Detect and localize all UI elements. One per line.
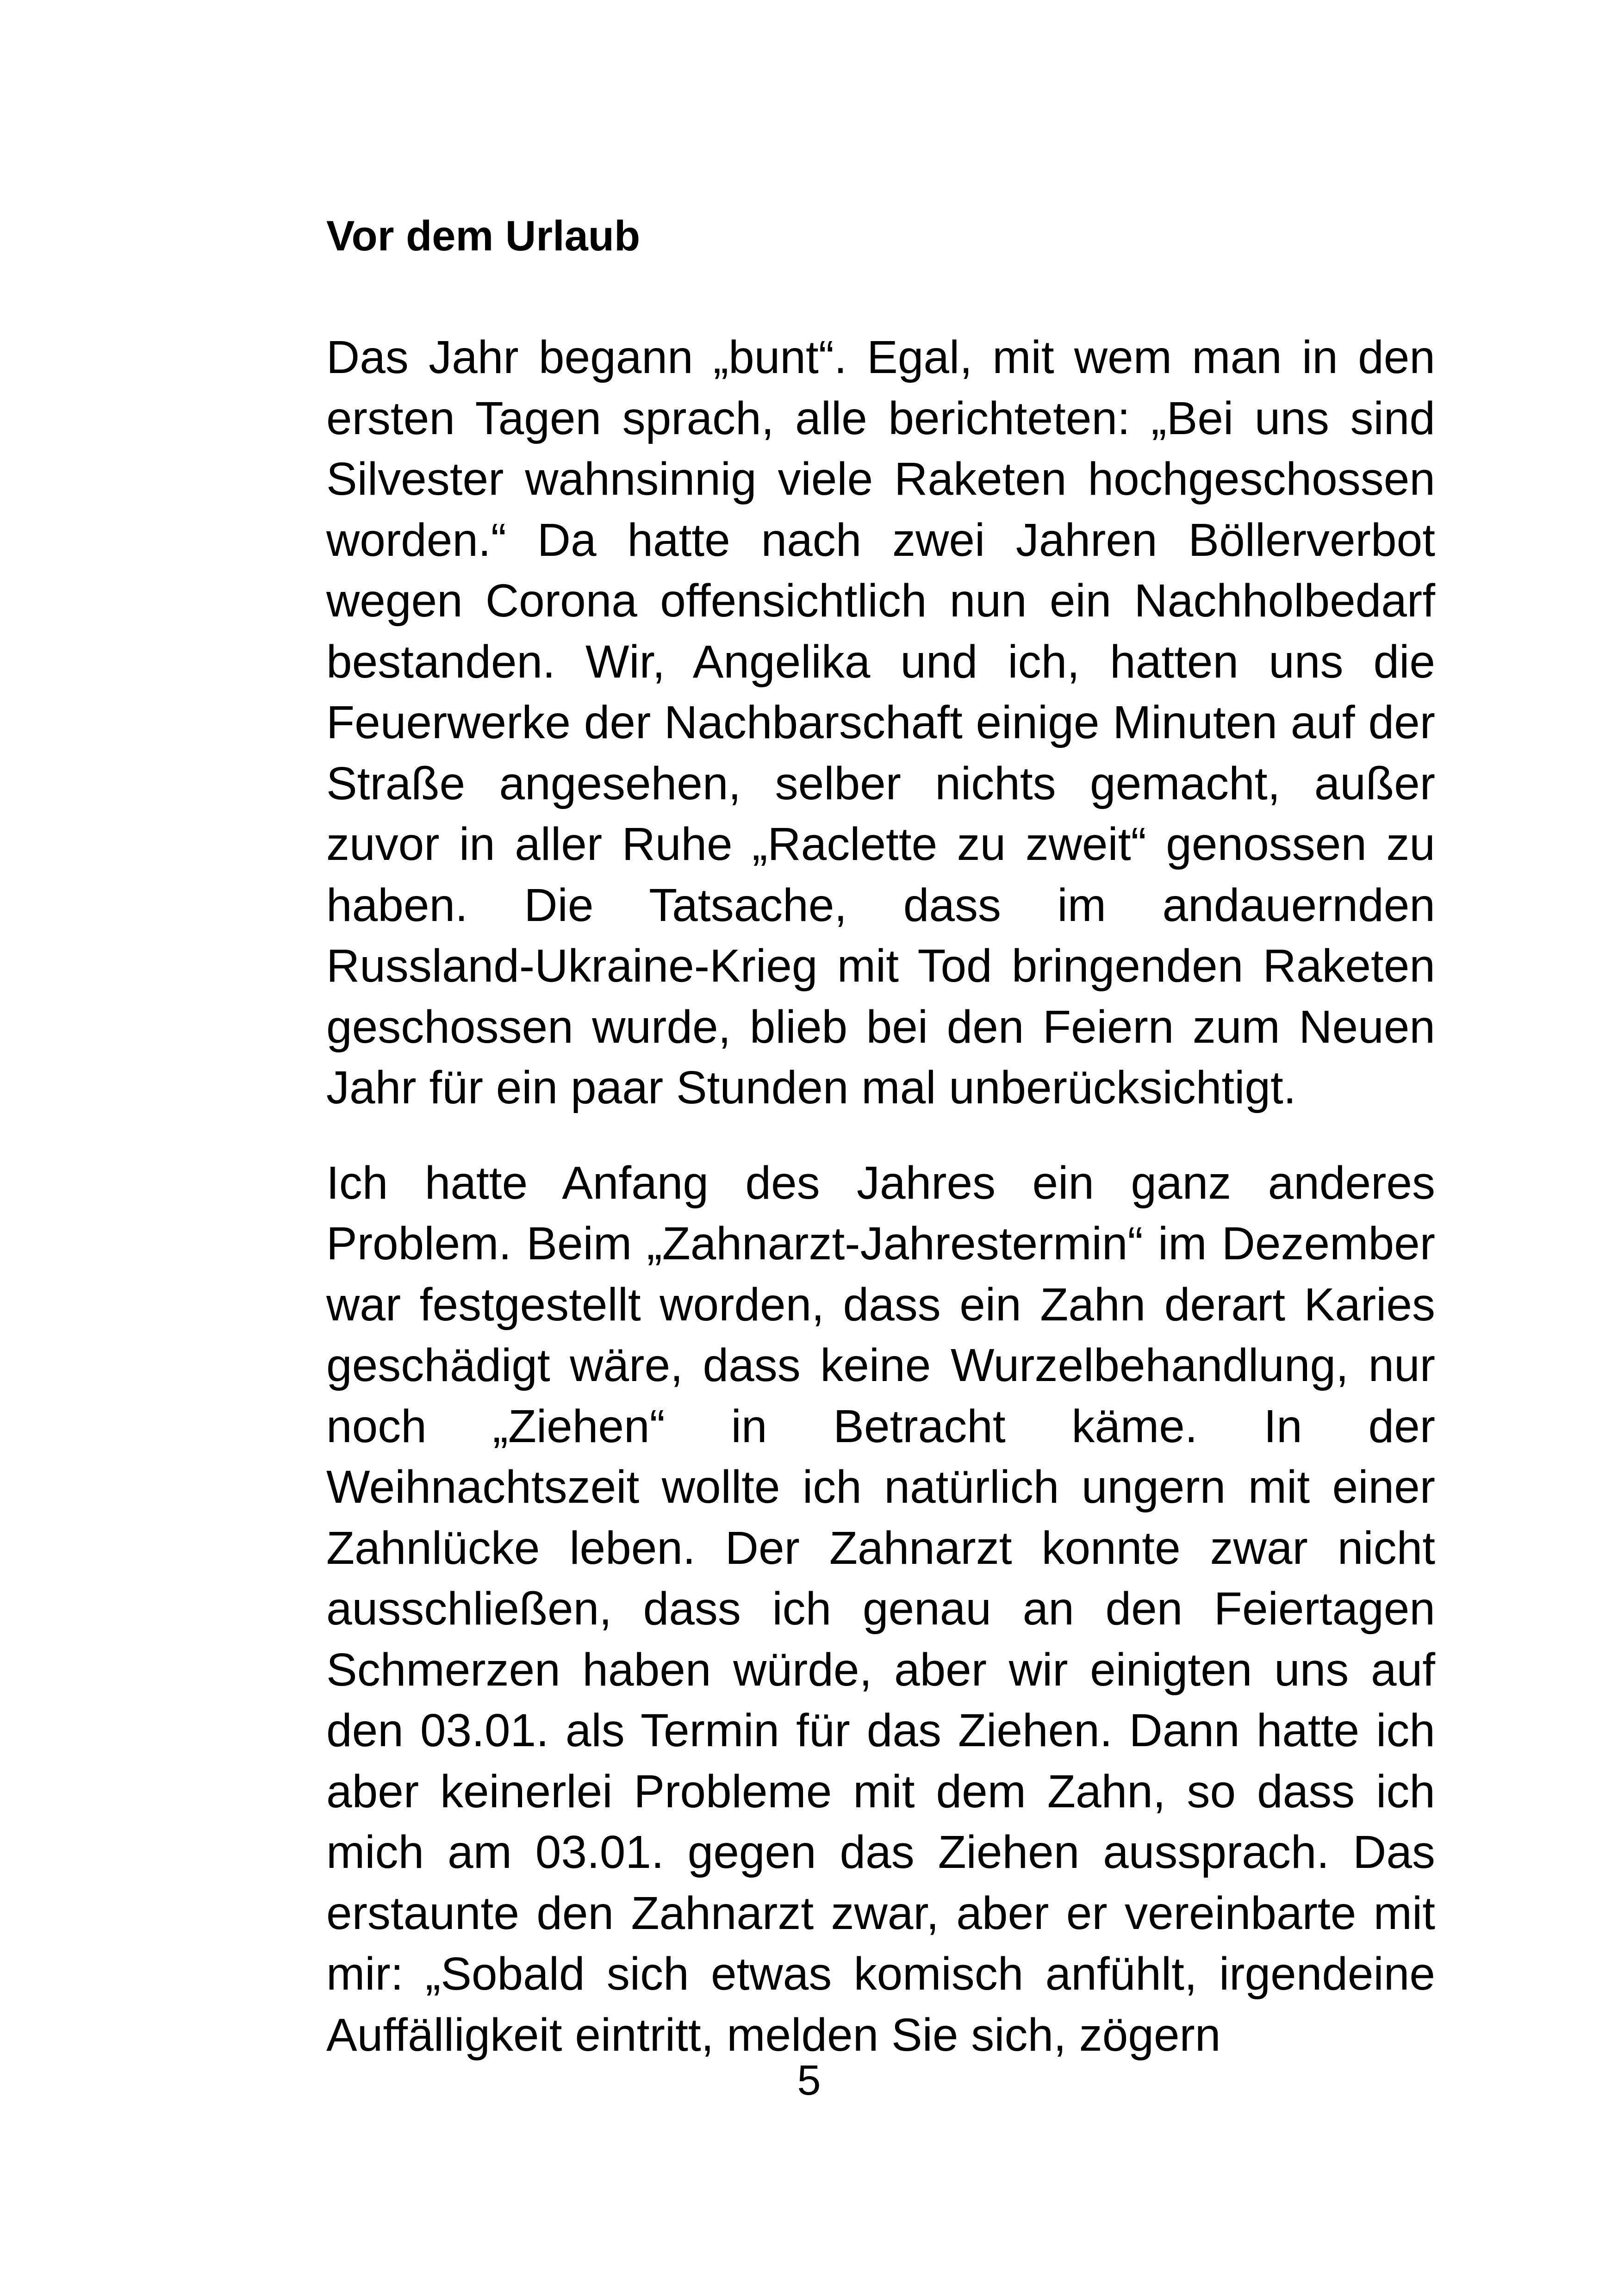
paragraph-1: Das Jahr begann „bunt“. Egal, mit wem man in den ersten Tagen sprach, alle berichteten: „Bei uns sind Silvester wahnsinnig viele Raketen hochgeschossen worden.“ Da hatte nach zwei Jahren Böllerverbot wegen Corona offensichtlich nun ein Nachholbedarf bestanden. Wir, Angelika und ich, hatten uns die Feuerwerke der Nachbarschaft einige Minuten auf der Straße angesehen, selber nichts gemacht, außer zuvor in aller Ruhe „Raclette zu zweit“ genossen zu haben. Die Tatsache, dass im andauernden Russland-Ukraine-Krieg mit Tod bringenden Raketen geschossen wurde, blieb bei den Feiern zum Neuen Jahr für ein paar Stunden mal unberücksichtigt. <box>326 331 1435 1114</box>
text-block <box>326 211 1435 2066</box>
page-number: 5 <box>797 2057 821 2104</box>
chapter-heading: Vor dem Urlaub <box>326 212 641 260</box>
paragraph-2: Ich hatte Anfang des Jahres ein ganz anderes Problem. Beim „Zahnarzt-Jahrestermin“ im Dezember war festgestellt worden, dass ein Zahn derart Karies geschädigt wäre, dass keine Wurzelbehandlung, nur noch „Ziehen“ in Betracht käme. In der Weihnachtszeit wollte ich natürlich ungern mit einer Zahnlücke leben. Der Zahnarzt konnte zwar nicht ausschließen, dass ich genau an den Feiertagen Schmerzen haben würde, aber wir einigten uns auf den 03.01. als Termin für das Ziehen. Dann hatte ich aber keinerlei Probleme mit dem Zahn, so dass ich mich am 03.01. gegen das Ziehen aussprach. Das erstaunte den Zahnarzt zwar, aber er vereinbarte mit mir: „Sobald sich etwas komisch anfühlt, irgendeine Auffälligkeit eintritt, melden Sie sich, zögern <box>326 1157 1435 2061</box>
